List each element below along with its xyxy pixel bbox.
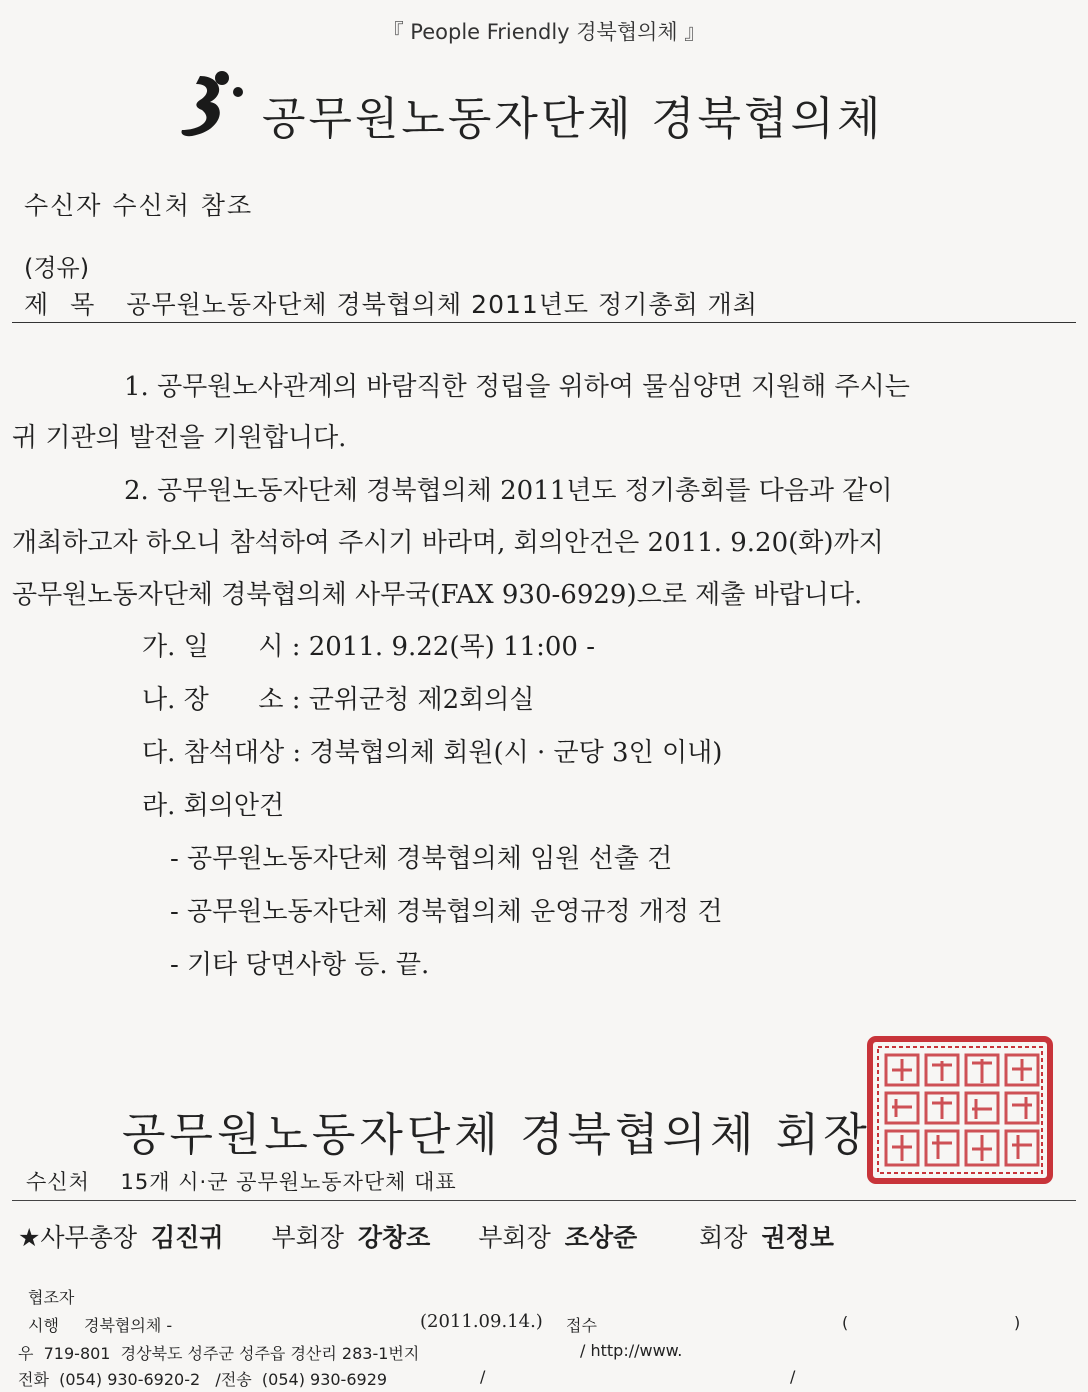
subject-label: 제목 bbox=[24, 290, 117, 319]
paragraph-1-line-1: 1. 공무원노사관계의 바람직한 정립을 위하여 물심양면 지원해 주시는 bbox=[124, 372, 910, 402]
paragraph-2-line-1: 2. 공무원노동자단체 경북협의체 2011년도 정기총회를 다음과 같이 bbox=[124, 476, 893, 506]
exec-value: 경북협의체 - bbox=[84, 1316, 173, 1335]
org-logo-icon bbox=[170, 64, 250, 144]
agenda-item: - 공무원노동자단체 경북협의체 임원 선출 건 bbox=[170, 844, 673, 874]
receipt-label: 접수 bbox=[566, 1316, 597, 1335]
item-attendees-value: : 경북협의체 회원(시 · 군당 3인 이내) bbox=[292, 738, 723, 768]
phone-fax-line: 전화 (054) 930-6920-2 /전송 (054) 930-6929 bbox=[18, 1370, 388, 1389]
signer-title: 부회장 bbox=[271, 1223, 344, 1252]
signature-line bbox=[18, 1218, 874, 1254]
website-url: / http://www. bbox=[580, 1341, 683, 1360]
item-agenda-label: 라. 회의안건 bbox=[142, 791, 285, 821]
agenda-item: - 공무원노동자단체 경북협의체 운영규정 개정 건 bbox=[170, 897, 723, 927]
receipt-paren-open: ( bbox=[842, 1313, 849, 1332]
agenda-item: - 기타 당면사항 등. 끝. bbox=[170, 950, 430, 980]
exec-label: 시행 bbox=[28, 1316, 59, 1335]
footer-divider bbox=[12, 1200, 1076, 1201]
address-line: 우 719-801 경상북도 성주군 성주읍 경산리 283-1번지 bbox=[18, 1344, 420, 1363]
item-date-value: : 2011. 9.22(목) 11:00 - bbox=[291, 632, 595, 662]
recipients-list: 수신처 15개 시·군 공무원노동자단체 대표 bbox=[26, 1170, 457, 1194]
slogan: 『 People Friendly 경북협의체 』 bbox=[382, 20, 706, 44]
item-place bbox=[142, 679, 535, 716]
footer-slash: / bbox=[480, 1367, 486, 1386]
org-title: 공무원노동자단체 경북협의체 bbox=[262, 92, 884, 145]
signer-name: 권정보 bbox=[761, 1223, 834, 1252]
cooperator-label: 협조자 bbox=[28, 1288, 75, 1307]
signer-name: 김진귀 bbox=[151, 1223, 224, 1252]
paragraph-2-line-2: 개최하고자 하오니 참석하여 주시기 바라며, 회의안건은 2011. 9.20(화)까지 bbox=[12, 528, 884, 558]
signer-name: 조상준 bbox=[564, 1223, 638, 1252]
item-attendees bbox=[142, 732, 722, 769]
item-date bbox=[142, 626, 595, 663]
subject-text: 공무원노동자단체 경북협의체 2011년도 정기총회 개최 bbox=[126, 290, 758, 319]
item-date-label: 가. 일 시 bbox=[142, 632, 284, 662]
paragraph-2-line-3: 공무원노동자단체 경북협의체 사무국(FAX 930-6929)으로 제출 바랍니다. bbox=[12, 580, 863, 610]
exec-date: (2011.09.14.) bbox=[420, 1311, 543, 1332]
footer-slash: / bbox=[790, 1367, 796, 1386]
subject-line bbox=[24, 285, 758, 321]
paragraph-1-line-2: 귀 기관의 발전을 기원합니다. bbox=[12, 423, 347, 453]
official-seal-icon bbox=[866, 1035, 1054, 1185]
recipient-line: 수신자 수신처 참조 bbox=[24, 191, 254, 220]
subject-divider bbox=[12, 322, 1076, 323]
signer-title: 부회장 bbox=[478, 1223, 551, 1252]
signer-name: 강창조 bbox=[357, 1223, 431, 1252]
item-attendees-label: 다. 참석대상 bbox=[142, 738, 285, 768]
signer-title: 회장 bbox=[699, 1223, 748, 1252]
signer-title: ★사무총장 bbox=[18, 1223, 138, 1252]
item-place-value: : 군위군청 제2회의실 bbox=[291, 685, 535, 715]
item-place-label: 나. 장 소 bbox=[142, 685, 284, 715]
sender-title: 공무원노동자단체 경북협의체 회장 bbox=[122, 1108, 871, 1161]
receipt-paren-close: ) bbox=[1014, 1313, 1021, 1332]
via-line: (경유) bbox=[24, 254, 90, 282]
